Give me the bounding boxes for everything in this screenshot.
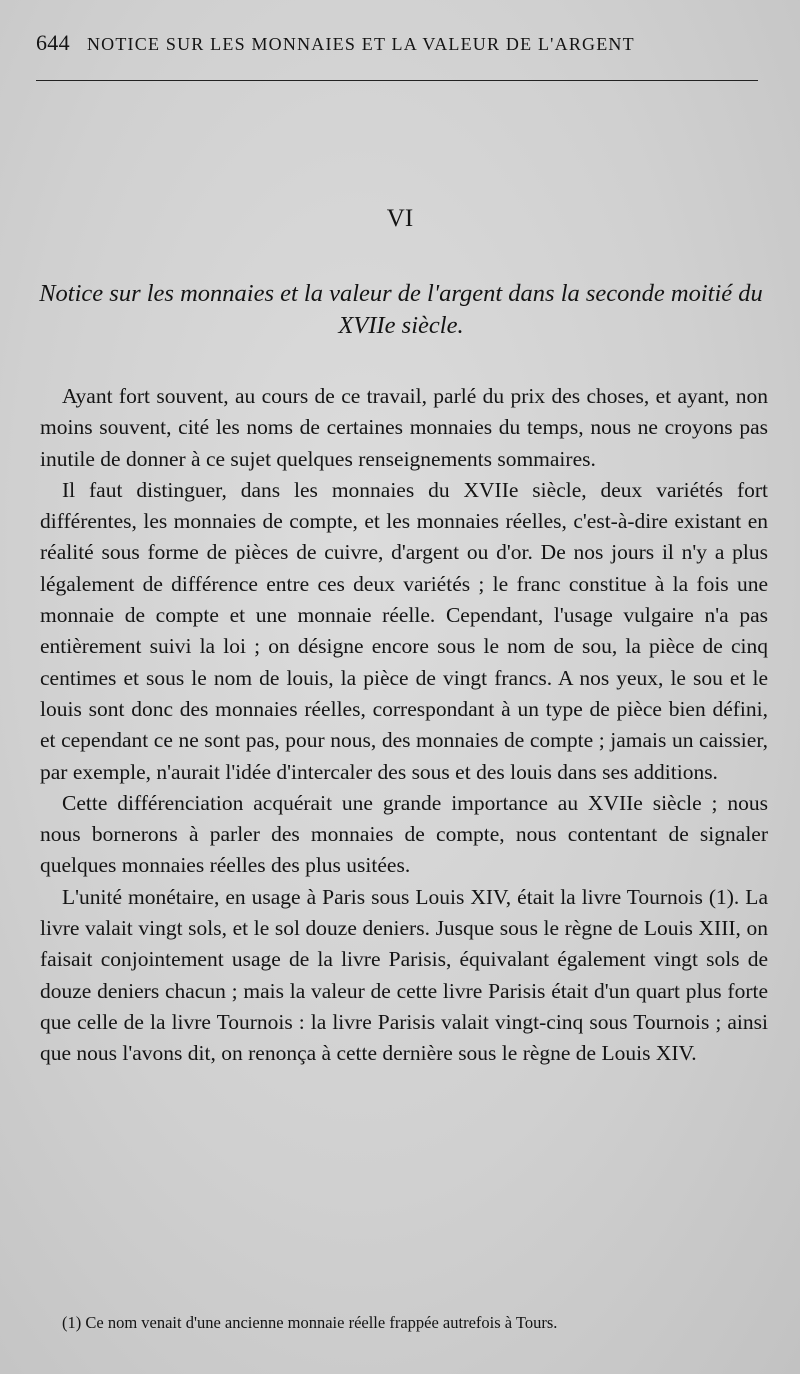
header-rule [36, 80, 758, 81]
paragraph: L'unité monétaire, en usage à Paris sous Louis XIV, était la livre Tournois (1). La livre valait vingt sols, et le sol douze deniers. Jusque sous le règne de Louis XIII, on faisait conjointement usage de la livre Parisis, équivalant également vingt sols de douze deniers chacun ; mais la valeur de cette livre Parisis était d'un quart plus forte que celle de la livre Tournois : la livre Parisis valait vingt-cinq sous Tournois ; ainsi que nous l'avons dit, on renonça à cette dernière sous le règne de Louis XIV. [40, 884, 768, 1066]
section-number: VI [386, 205, 414, 232]
paragraph: Ayant fort souvent, au cours de ce travail, parlé du prix des choses, et ayant, non moins souvent, cité les noms de certaines monnaies du temps, nous ne croyons pas inutile de donner à ce sujet quelques renseignements sommaires. [40, 384, 768, 471]
paragraph: Il faut distinguer, dans les monnaies du XVIIe siècle, deux variétés fort différentes, les monnaies de compte, et les monnaies réelles, c'est-à-dire existant en réalité sous forme de pièces de cuivre, d'argent ou d'or. De nos jours il n'y a plus légalement de différence entre ces deux variétés ; le franc constitue à la fois une monnaie de compte et une monnaie réelle. Cependant, l'usage vulgaire n'a pas entièrement suivi la loi ; on désigne encore sous le nom de sou, la pièce de cinq centimes et sous le nom de louis, la pièce de vingt francs. A nos yeux, le sou et le louis sont donc des monnaies réelles, correspondant à un type de pièce bien défini, et cependant ce ne sont pas, pour nous, des monnaies de compte ; jamais un caissier, par exemple, n'aurait l'idée d'intercaler des sous et des louis dans ses additions. [40, 477, 768, 784]
body-text [40, 381, 768, 1070]
page-number: 644 [36, 30, 70, 55]
footnote: (1) Ce nom venait d'une ancienne monnaie réelle frappée autrefois à Tours. [62, 1313, 558, 1332]
section-title: Notice sur les monnaies et la valeur de l'argent dans la seconde moitié du XVIIe siècle. [39, 280, 763, 339]
paragraph: Cette différenciation acquérait une grande importance au XVIIe siècle ; nous nous bornerons à parler des monnaies de compte, nous contentant de signaler quelques monnaies réelles des plus usitées. [40, 790, 768, 878]
running-title: NOTICE SUR LES MONNAIES ET LA VALEUR DE L'ARGENT [86, 34, 635, 54]
running-header [36, 30, 766, 56]
